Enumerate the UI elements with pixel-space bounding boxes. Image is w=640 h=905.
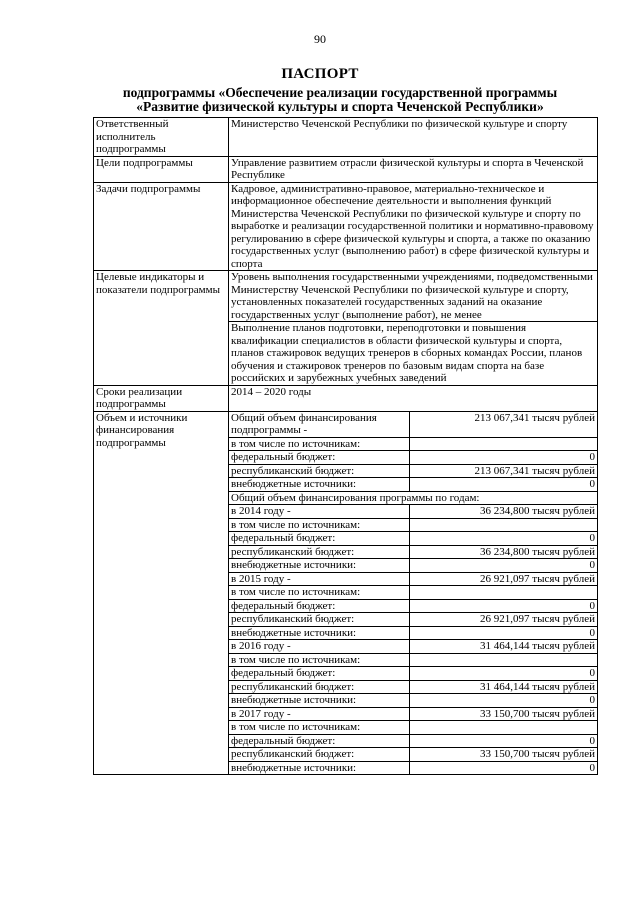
terms-value: 2014 – 2020 годы [229,385,598,411]
indicator-value-1: Уровень выполнения государственными учреждениями, подведомственными Министерству Чеченской Республики по физической культуре и спорту, установленных показателей государственных заданий на оказание государственных услуг (выполнение работ), не менее [229,271,598,322]
subtitle-line-1: подпрограммы «Обеспечение реализации государственной программы [122,85,558,100]
year-federal-label: федеральный бюджет: [229,734,410,748]
year-extra-value: 0 [410,559,598,573]
fin-extra-value: 0 [410,478,598,492]
fin-by-years-label: Общий объем финансирования программы по годам: [229,491,597,505]
year-federal-label: федеральный бюджет: [229,599,410,613]
year-total-label: в 2015 году - [229,572,410,586]
fin-sources-label: в том числе по источникам: [229,437,410,451]
year-sources-label: в том числе по источникам: [229,586,410,600]
year-republic-label: республиканский бюджет: [229,680,410,694]
page-number: 90 [314,32,326,46]
financing-cell [229,411,598,775]
goals-label: Цели подпрограммы [94,156,229,182]
year-total-row [229,640,597,654]
year-total-value: 26 921,097 тысяч рублей [410,572,598,586]
year-republic-label: республиканский бюджет: [229,613,410,627]
year-federal-label: федеральный бюджет: [229,532,410,546]
row-responsible [94,118,598,157]
fin-republic-value: 213 067,341 тысяч рублей [410,464,598,478]
year-republic-row [229,680,597,694]
year-republic-label: республиканский бюджет: [229,748,410,762]
goals-value: Управление развитием отрасли физической культуры и спорта в Чеченской Республике [229,156,598,182]
year-extra-row [229,694,597,708]
year-extra-row [229,559,597,573]
year-sources-label: в том числе по источникам: [229,653,410,667]
fin-sources-empty [410,437,598,451]
year-republic-value: 36 234,800 тысяч рублей [410,545,598,559]
fin-federal-label: федеральный бюджет: [229,451,410,465]
year-federal-row [229,599,597,613]
year-total-value: 31 464,144 тысяч рублей [410,640,598,654]
year-extra-row [229,761,597,774]
financing-table [229,412,597,775]
row-goals [94,156,598,182]
financing-label: Объем и источники финансирования подпрограммы [94,411,229,775]
fin-extra-label: внебюджетные источники: [229,478,410,492]
year-federal-value: 0 [410,667,598,681]
year-sources-value [410,586,598,600]
year-extra-label: внебюджетные источники: [229,761,410,774]
year-total-row [229,505,597,519]
fin-federal-value: 0 [410,451,598,465]
year-extra-label: внебюджетные источники: [229,559,410,573]
document-title: ПАСПОРТ [281,66,359,82]
fin-federal-row [229,451,597,465]
year-sources-value [410,518,598,532]
responsible-label: Ответственный исполнитель подпрограммы [94,118,229,157]
indicators-label: Целевые индикаторы и показатели подпрограммы [94,271,229,386]
fin-republic-label: республиканский бюджет: [229,464,410,478]
year-federal-value: 0 [410,532,598,546]
fin-total-label: Общий объем финансирования подпрограммы - [229,412,410,438]
year-sources-row [229,653,597,667]
year-total-row [229,572,597,586]
subtitle-line-2: «Развитие физической культуры и спорта Чеченской Республики» [136,99,544,114]
year-extra-value: 0 [410,626,598,640]
year-extra-value: 0 [410,694,598,708]
year-republic-row [229,748,597,762]
year-federal-value: 0 [410,599,598,613]
year-sources-row [229,721,597,735]
year-extra-row [229,626,597,640]
year-republic-value: 31 464,144 тысяч рублей [410,680,598,694]
year-total-value: 36 234,800 тысяч рублей [410,505,598,519]
year-federal-value: 0 [410,734,598,748]
year-total-label: в 2017 году - [229,707,410,721]
year-republic-row [229,613,597,627]
year-federal-label: федеральный бюджет: [229,667,410,681]
tasks-label: Задачи подпрограммы [94,182,229,271]
year-total-label: в 2014 году - [229,505,410,519]
passport-table [93,117,598,775]
fin-by-years-row [229,491,597,505]
fin-extra-row [229,478,597,492]
fin-sources-row [229,437,597,451]
tasks-value: Кадровое, административно-правовое, материально-техническое и информационное обеспечение деятельности и выполнения функций Министерства Чеченской Республики по физической культуре и спорту по выработке и реализации государственной политики и нормативно-правовому регулированию в сфере физической культуры и спорта, а также по оказанию государственных услуг (выполнению работ) в сфере физической культуры и спорта [229,182,598,271]
year-extra-value: 0 [589,761,595,774]
year-sources-row [229,518,597,532]
row-terms [94,385,598,411]
responsible-value: Министерство Чеченской Республики по физической культуре и спорту [229,118,598,157]
year-federal-row [229,667,597,681]
year-extra-label: внебюджетные источники: [229,694,410,708]
row-financing [94,411,598,775]
year-sources-row [229,586,597,600]
year-federal-row [229,532,597,546]
year-extra-label: внебюджетные источники: [229,626,410,640]
year-sources-value [410,653,598,667]
year-sources-value [410,721,598,735]
fin-republic-row [229,464,597,478]
indicator-value-2: Выполнение планов подготовки, переподготовки и повышения квалификации специалистов в области физической культуры и спорта, планов стажировок ведущих тренеров в сборных командах России, планов обучения и стажировок тренеров по базовым видам спорта на базе российских и зарубежных учебных заведений [229,322,598,386]
fin-total-value: 213 067,341 тысяч рублей [410,412,598,438]
row-indicators [94,271,598,322]
year-sources-label: в том числе по источникам: [229,518,410,532]
year-total-row [229,707,597,721]
year-sources-label: в том числе по источникам: [229,721,410,735]
year-republic-value: 26 921,097 тысяч рублей [410,613,598,627]
year-federal-row [229,734,597,748]
year-total-value: 33 150,700 тысяч рублей [410,707,598,721]
fin-total-row [229,412,597,438]
year-republic-label: республиканский бюджет: [229,545,410,559]
year-republic-row [229,545,597,559]
document-subtitle [60,86,620,114]
row-tasks [94,182,598,271]
year-republic-value: 33 150,700 тысяч рублей [410,748,598,762]
year-total-label: в 2016 году - [229,640,410,654]
terms-label: Сроки реализации подпрограммы [94,385,229,411]
